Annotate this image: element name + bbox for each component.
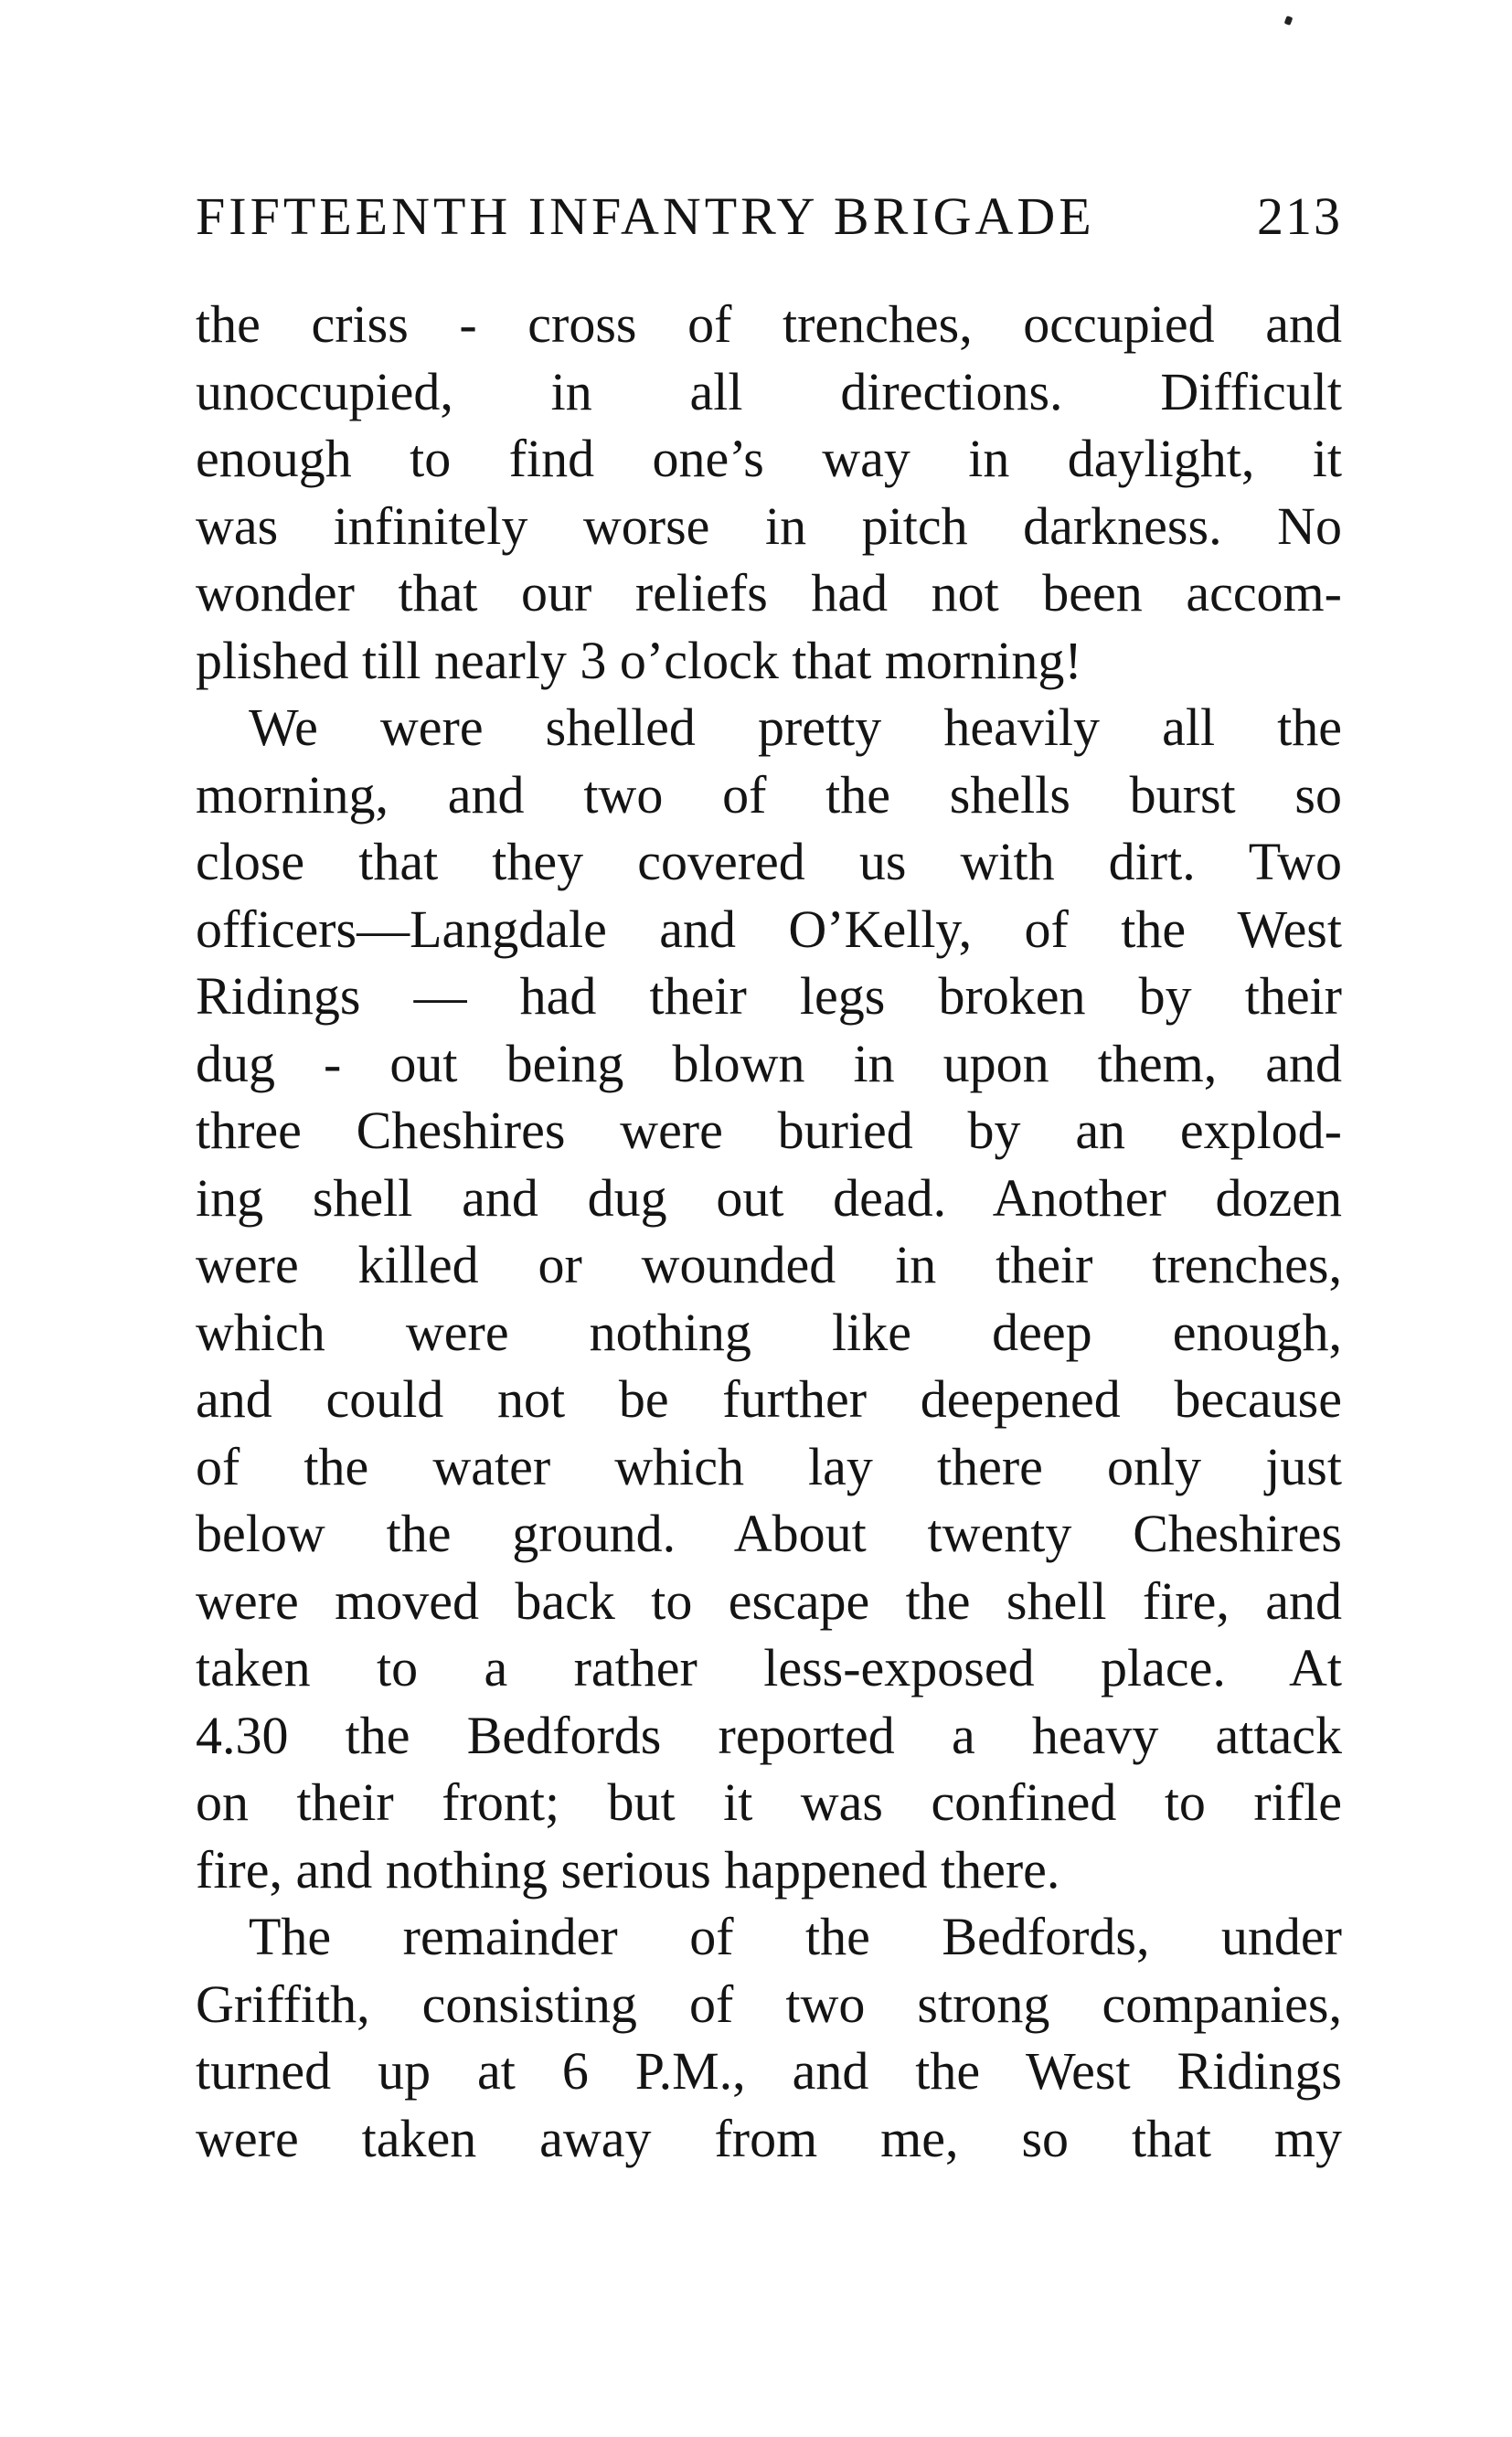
page-number: 213 [1257, 186, 1342, 246]
running-header [196, 183, 1342, 250]
ink-speck [1284, 16, 1294, 26]
running-title: FIFTEENTH INFANTRY BRIGADE [196, 186, 1095, 246]
text-line: unoccupied, in all directions. Difficult [196, 361, 1342, 421]
text-line: 4.30 the Bedfords reported a heavy attack [196, 1705, 1342, 1765]
text-line: of the water which lay there only just [196, 1436, 1342, 1496]
text-line: dug - out being blown in upon them, and [196, 1033, 1342, 1093]
text-line: below the ground. About twenty Cheshires [196, 1504, 1342, 1563]
text-line: on their front; but it was confined to rifle [196, 1772, 1342, 1832]
paragraph-start-line: We were shelled pretty heavily all the [249, 697, 1342, 757]
text-line: and could not be further deepened because [196, 1369, 1342, 1429]
text-line: fire, and nothing serious happened there. [196, 1839, 1060, 1900]
text-line: were moved back to escape the shell fire, and [196, 1570, 1342, 1631]
book-page [196, 183, 1342, 2172]
text-line: morning, and two of the shells burst so [196, 764, 1342, 825]
text-line: officers—Langdale and O’Kelly, of the West [196, 899, 1342, 959]
text-line: taken to a rather less-exposed place. At [196, 1638, 1342, 1697]
text-line: were killed or wounded in their trenches, [196, 1235, 1342, 1294]
text-line: plished till nearly 3 o’clock that morning! [196, 630, 1082, 690]
body-text [196, 291, 1342, 2172]
paragraph-start-line: The remainder of the Bedfords, under [249, 1907, 1342, 1966]
text-line: three Cheshires were buried by an explod- [196, 1101, 1342, 1160]
text-line: close that they covered us with dirt. Two [196, 832, 1342, 891]
text-line: were taken away from me, so that my [196, 2108, 1342, 2168]
text-line: was infinitely worse in pitch darkness. No [196, 495, 1342, 556]
text-line: which were nothing like deep enough, [196, 1302, 1342, 1362]
text-line: enough to find one’s way in daylight, it [196, 429, 1342, 488]
text-line: ing shell and dug out dead. Another dozen [196, 1167, 1342, 1228]
text-line: Griffith, consisting of two strong companies, [196, 1974, 1342, 2034]
text-line: Ridings — had their legs broken by their [196, 966, 1342, 1026]
text-line: wonder that our reliefs had not been accom- [196, 563, 1342, 623]
text-line: the criss - cross of trenches, occupied and [196, 294, 1342, 354]
text-line: turned up at 6 P.M., and the West Ridings [196, 2041, 1342, 2101]
